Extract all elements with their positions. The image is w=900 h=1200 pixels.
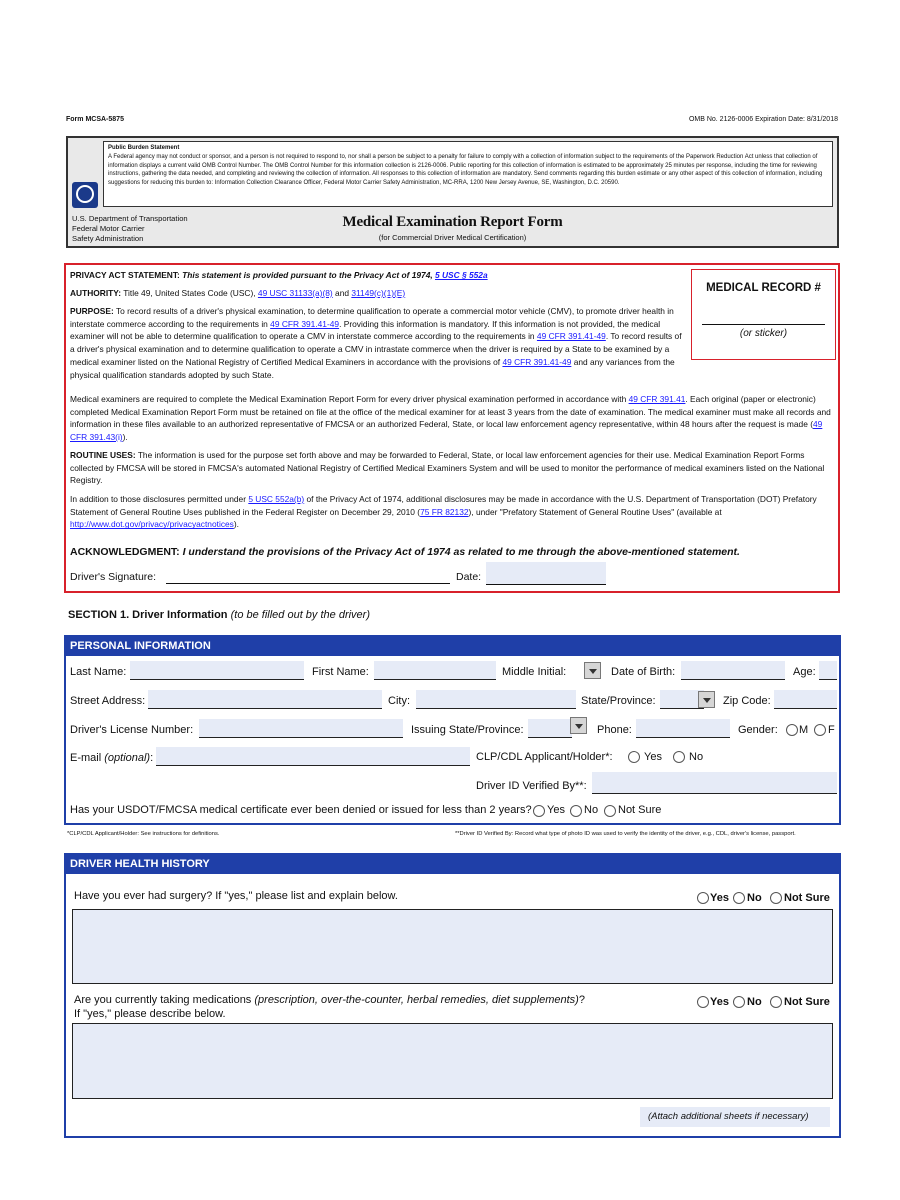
examiners-link-1[interactable]: 49 CFR 391.41 (628, 394, 686, 404)
clp-no-radio[interactable] (673, 751, 685, 763)
authority-and: and (335, 288, 350, 298)
dob-field[interactable] (681, 661, 785, 680)
gender-label: Gender: (738, 724, 778, 736)
agency-line-2: Federal Motor Carrier (72, 224, 145, 233)
purpose-link-2[interactable]: 49 CFR 391.41-49 (536, 331, 606, 342)
section-1-label: SECTION 1. Driver Information (68, 609, 228, 621)
state-label: State/Province: (581, 695, 656, 707)
denied-not-sure-label: Not Sure (618, 804, 662, 816)
disclosure-text-3: ), under "Prefatory Statement of General Routine Uses" (available at (468, 506, 722, 517)
authority-line (70, 287, 682, 300)
omb-expiration: OMB No. 2126-0006 Expiration Date: 8/31/2018 (688, 116, 838, 123)
purpose-text-2: . Providing this information is mandatory. If this information is not provided, the medical examiner will not be able to determine qualification to operate a CMV in interstate commerce according to the requirements in (70, 318, 661, 342)
denied-no-label: No (584, 804, 599, 816)
examiners-paragraph: Medical examiners are required to complete the Medical Examination Report Form for every driver physical examination performed in accordance with 49 CFR 391.41. Each original (paper or electronic) completed Medical Examination Report Form must be retained on file at the office of the medical examiner for at least 3 years from the date of examination. The medical examiner must make all records and information in these files available to an authorized representative of FMCSA or an authorized Federal, State, or local law enforcement agency representative, within 48 hours after the request is made (49 CFR 391.43(i)). (70, 394, 831, 443)
form-title: Medical Examination Report Form (342, 214, 563, 230)
medications-yes-radio[interactable] (697, 996, 709, 1008)
surgery-details-field[interactable] (72, 909, 833, 984)
street-address-label: Street Address: (70, 695, 146, 707)
city-field[interactable] (416, 690, 576, 709)
phone-field[interactable] (636, 719, 730, 738)
issuing-state-field[interactable] (528, 719, 572, 738)
acknowledgment-label: ACKNOWLEDGMENT: (70, 546, 180, 558)
denied-yes-label: Yes (547, 804, 565, 816)
clp-cdl-label: CLP/CDL Applicant/Holder*: (476, 751, 613, 763)
routine-uses-text: The information is used for the purpose set forth above and may be forwarded to Federal, State, or local law enforcement agencies for their use. Medical Examination Report Forms collected by FMCSA will be stored in FMCSA's automated National Registry of Certified Medical Examiners System and will be used to monitor the performance of medical examiners listed on the National Registry. (70, 450, 825, 486)
authority-link-2[interactable]: 31149(c)(1)(E) (351, 288, 406, 298)
denied-not-sure-radio[interactable] (604, 805, 616, 817)
section-1-note: (to be filled out by the driver) (230, 609, 370, 621)
city-label: City: (388, 695, 410, 707)
surgery-no-label: No (747, 892, 762, 904)
personal-information-heading: PERSONAL INFORMATION (66, 637, 839, 656)
authority-link-1[interactable]: 49 USC 31133(a)(8) (257, 288, 333, 298)
agency-line-3: Safety Administration (72, 234, 144, 243)
denied-question: Has your USDOT/FMCSA medical certificate ever been denied or issued for less than 2 years? (70, 804, 532, 816)
driver-id-label: Driver ID Verified By**: (476, 780, 587, 792)
license-number-field[interactable] (199, 719, 403, 738)
surgery-not-sure-radio[interactable] (770, 892, 782, 904)
zip-code-field[interactable] (774, 690, 837, 709)
surgery-yes-radio[interactable] (697, 892, 709, 904)
phone-label: Phone: (597, 724, 632, 736)
signature-label: Driver's Signature: (70, 571, 157, 583)
driver-health-history-panel (64, 853, 841, 1138)
email-field[interactable] (156, 747, 470, 766)
zip-code-label: Zip Code: (723, 695, 771, 707)
purpose-label: PURPOSE: (70, 306, 114, 316)
header-box (66, 136, 839, 248)
disclosure-text-4: ). (233, 519, 239, 530)
gender-f-radio[interactable] (814, 724, 826, 736)
burden-text: A Federal agency may not conduct or sponsor, and a person is not required to respond to, nor shall a person be subject to a penalty for failure to comply with a collection of information subject to the requirements of the Paperwork Reduction Act unless that collection of information displays a current valid OMB Control Number. The OMB Control Number for this information collection is 2126-0006. Public reporting for this collection of information is estimated to be approximately 25 minutes per response, including the time for reviewing instructions, gathering the data needed, and completing and reviewing the collection of information. All responses to this collection of information are mandatory. Send comments regarding this burden estimate or any other aspect of this collection of information, including suggestions for reducing this burden to: Information Collection Clearance Officer, Federal Motor Carrier Safety Administration, MC-RRA, 1200 New Jersey Avenue, SE, Washington, D.C. 20590. (108, 154, 823, 186)
clp-yes-label: Yes (644, 751, 662, 763)
medications-not-sure-label: Not Sure (784, 996, 830, 1008)
section-1-title (68, 609, 370, 621)
privacy-act-link[interactable]: 5 USC § 552a (435, 270, 488, 280)
first-name-field[interactable] (374, 661, 496, 680)
medical-record-line (702, 324, 825, 325)
signature-field[interactable] (166, 583, 450, 584)
medical-record-sticker: (or sticker) (739, 328, 788, 339)
medications-question-text: Are you currently taking medications (74, 994, 252, 1006)
gender-m-label: M (799, 724, 809, 736)
purpose-paragraph (70, 305, 682, 381)
date-field[interactable] (486, 562, 606, 585)
disclosure-link-3[interactable]: http://www.dot.gov/privacy/privacyactnotices (70, 519, 234, 530)
disclosure-link-2[interactable]: 75 FR 82132 (420, 506, 469, 517)
medications-yes-label: Yes (710, 996, 729, 1008)
medical-record-box (691, 269, 836, 360)
privacy-statement (70, 269, 682, 282)
street-address-field[interactable] (148, 690, 382, 709)
email-colon: : (150, 752, 154, 764)
privacy-statement-text: This statement is provided pursuant to the Privacy Act of 1974, (182, 270, 433, 280)
privacy-act-box (64, 263, 840, 593)
gender-m-radio[interactable] (786, 724, 798, 736)
email-label (70, 752, 153, 764)
state-dropdown[interactable] (698, 691, 715, 708)
dob-label: Date of Birth: (611, 666, 676, 678)
disclosure-text-1: In addition to those disclosures permitted under (70, 494, 246, 504)
denied-yes-radio[interactable] (533, 805, 545, 817)
routine-uses-paragraph (70, 449, 834, 487)
disclosure-link-1[interactable]: 5 USC 552a(b) (248, 494, 305, 504)
issuing-state-dropdown[interactable] (570, 717, 587, 734)
age-field[interactable] (819, 661, 837, 680)
purpose-link-1[interactable]: 49 CFR 391.41-49 (270, 318, 340, 329)
purpose-text-4: and any variances from the physical qualification standards adopted by such State. (70, 356, 675, 380)
denied-no-radio[interactable] (570, 805, 582, 817)
authority-text: Title 49, United States Code (USC), (123, 288, 256, 298)
medications-no-label: No (747, 996, 762, 1008)
medications-details-field[interactable] (72, 1023, 833, 1099)
purpose-text-3: . To record results of a driver's physical examination and to determine qualification to operate a CMV in intrastate commerce when the driver is required by a State to be examined by a medical examiner listed on the National Registry of Certified Medical Examiners in accordance with the provisions of (70, 331, 682, 367)
footnote-driver-id: **Driver ID Verified By: Record what type of photo ID was used to verify the identity of the driver, e.g., CDL, driver's license, passport. (455, 831, 796, 837)
examiners-link-2[interactable]: 49 CFR 391.43(i) (70, 419, 823, 443)
medications-question (74, 994, 585, 1006)
license-number-label: Driver's License Number: (70, 724, 194, 736)
last-name-field[interactable] (130, 661, 304, 680)
purpose-text-1: To record results of a driver's physical examination, to determine qualification to operate a commercial motor vehicle (CMV), to promote driver health in interstate commerce according to the requirements in (70, 306, 674, 329)
medications-no-radio[interactable] (733, 996, 745, 1008)
clp-yes-radio[interactable] (628, 751, 640, 763)
acknowledgment-text: I understand the provisions of the Privacy Act of 1974 as related to me through the above-mentioned statement. (182, 546, 740, 558)
surgery-yes-label: Yes (710, 892, 729, 904)
examiners-text-2: . Each original (paper or electronic) completed Medical Examination Report Form must be retained on file at the office of the medical examiner for at least 3 years from the date of examination. The medical examiner must make all records and information in these files available to an authorized representative of FMCSA or an authorized Federal, State, or local law enforcement agency representative, within 48 hours after the request is made (70, 394, 831, 430)
surgery-question: Have you ever had surgery? If "yes," please list and explain below. (74, 890, 398, 902)
medications-question-examples: (prescription, over-the-counter, herbal remedies, diet supplements) (254, 994, 579, 1006)
disclosure-text-2: of the Privacy Act of 1974, additional disclosures may be made in accordance with the U.S. Department of Transportation (DOT) Prefatory Statement of General Routine Uses published in the Federal Register on December 29, 2010 ( (70, 494, 817, 517)
examiners-text-1: Medical examiners are required to complete the Medical Examination Report Form for every driver physical examination performed in accordance with (70, 394, 627, 404)
driver-health-history-heading: DRIVER HEALTH HISTORY (66, 855, 839, 874)
email-label-text: E-mail (70, 752, 102, 764)
agency-line-1: U.S. Department of Transportation (72, 214, 188, 223)
surgery-no-radio[interactable] (733, 892, 745, 904)
surgery-not-sure-label: Not Sure (784, 892, 830, 904)
authority-label: AUTHORITY: (70, 288, 122, 298)
gender-f-label: F (828, 724, 835, 736)
date-label: Date: (456, 571, 482, 583)
driver-id-field[interactable] (592, 772, 837, 794)
last-name-label: Last Name: (70, 666, 127, 678)
medications-describe: If "yes," please describe below. (74, 1008, 226, 1020)
personal-information-panel (64, 635, 841, 825)
medical-record-title: MEDICAL RECORD # (706, 282, 821, 294)
routine-uses-label: ROUTINE USES: (70, 450, 136, 460)
attach-sheets-note: (Attach additional sheets if necessary) (640, 1107, 830, 1127)
form-subtitle: (for Commercial Driver Medical Certification) (378, 233, 527, 242)
issuing-state-label: Issuing State/Province: (411, 724, 524, 736)
form-number: Form MCSA-5875 (66, 116, 124, 123)
middle-initial-dropdown[interactable] (584, 662, 601, 679)
burden-title: Public Burden Statement (108, 145, 180, 151)
burden-statement (103, 141, 833, 207)
privacy-statement-label: PRIVACY ACT STATEMENT: (70, 270, 180, 280)
footnote-clp: *CLP/CDL Applicant/Holder: See instructions for definitions. (67, 831, 220, 837)
email-optional-note: (optional) (104, 752, 151, 764)
disclosures-paragraph (70, 493, 834, 531)
clp-no-label: No (689, 751, 704, 763)
first-name-label: First Name: (312, 666, 369, 678)
middle-initial-label: Middle Initial: (502, 666, 567, 678)
acknowledgment (70, 546, 740, 558)
medications-not-sure-radio[interactable] (770, 996, 782, 1008)
dot-logo-icon (72, 182, 98, 208)
medications-question-mark: ? (578, 994, 585, 1006)
purpose-link-3[interactable]: 49 CFR 391.41-49 (502, 356, 572, 367)
age-label: Age: (793, 666, 816, 678)
